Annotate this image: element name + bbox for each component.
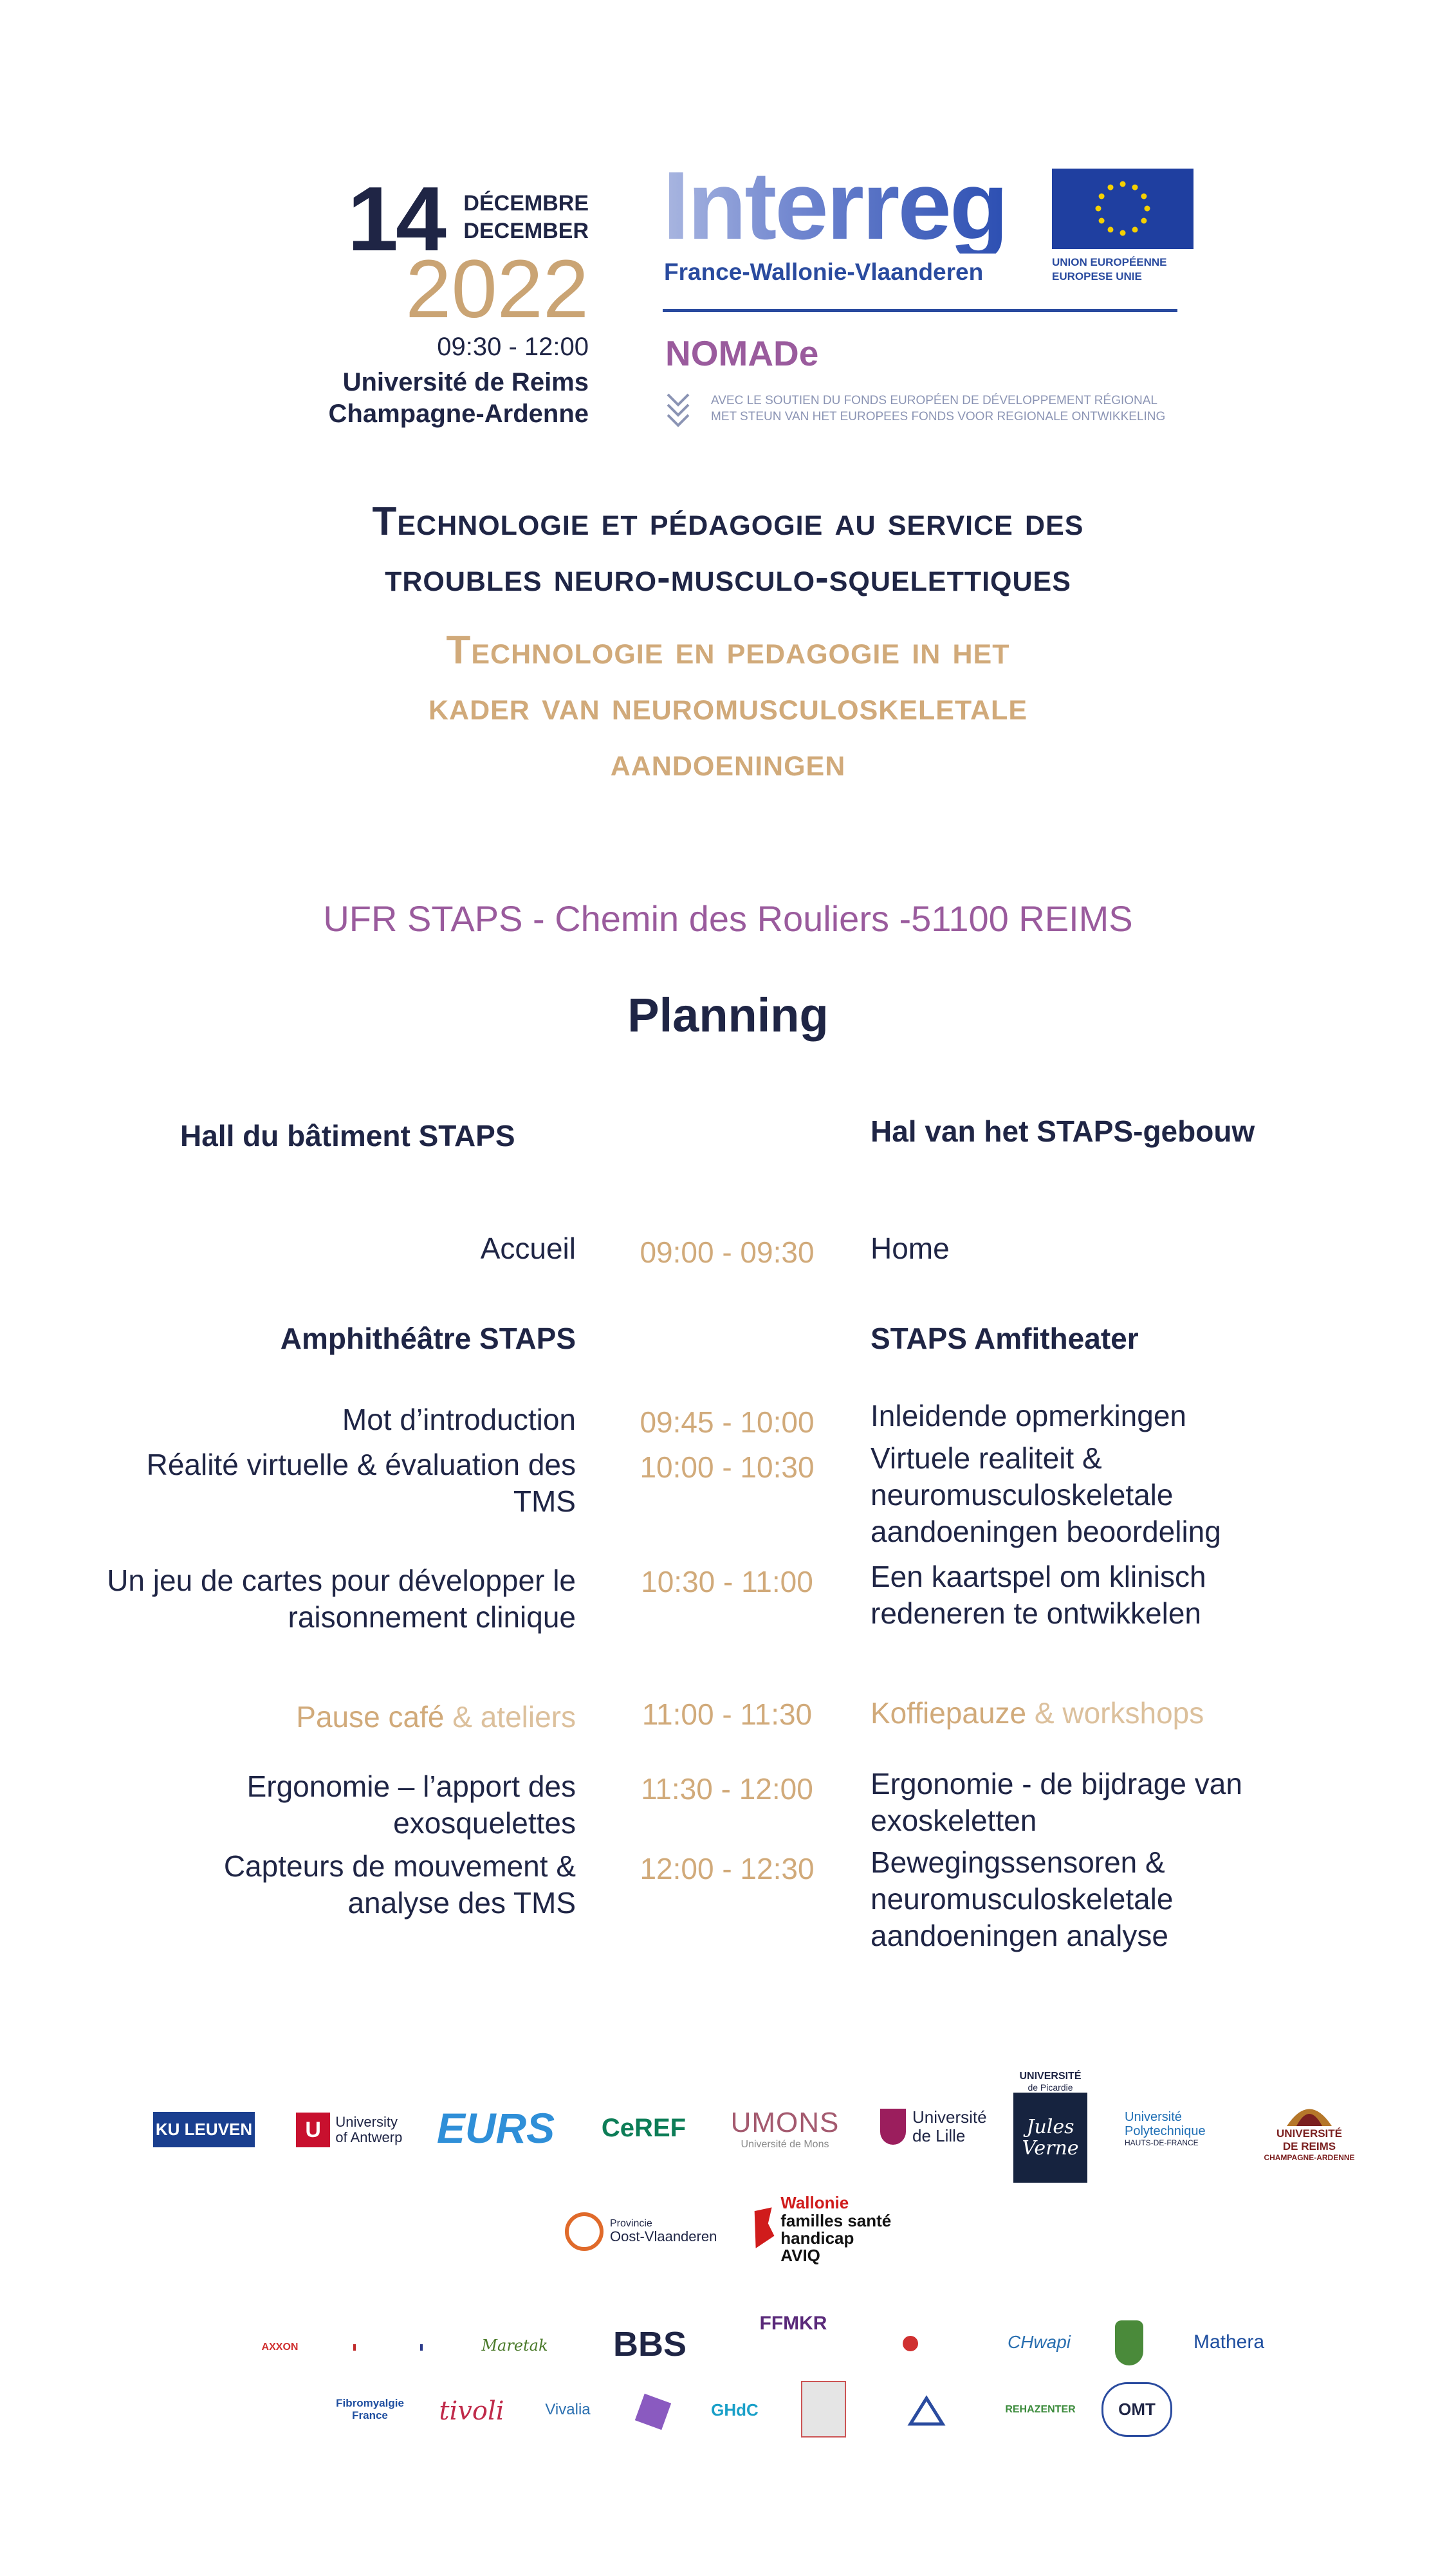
sponsor-2-mark-icon (353, 2344, 423, 2351)
mathera-logo: Mathera (1193, 2331, 1265, 2353)
venue-1-nl: Hal van het STAPS-gebouw (871, 1115, 1255, 1148)
tivoli-logo: tivoli (439, 2396, 504, 2426)
schedule-nl-sensors: Bewegingssensoren & neuromusculoskeletale aandoeningen analyse (871, 1846, 1174, 1953)
schedule-fr-sensors: Capteurs de mouvement & analyse des TMS (223, 1849, 576, 1920)
sponsor-logo-2 (351, 2333, 425, 2362)
umons-wordmark: UMONS (730, 2107, 840, 2138)
title-fr-line-2: troubles neuro-musculo-squelettiques (385, 555, 1071, 600)
venue-1-fr: Hall du bâtiment STAPS (180, 1119, 515, 1152)
eu-star-icon (1145, 206, 1150, 212)
event-month-en: DECEMBER (463, 219, 589, 243)
sponsor-logo-jolimont (885, 2389, 968, 2434)
university-line-2: Champagne-Ardenne (328, 399, 589, 428)
urca-line-2: DE REIMS (1282, 2140, 1336, 2152)
event-day: 14 (347, 168, 444, 270)
wallonie-rooster-icon (750, 2204, 777, 2255)
schedule-time-intro: 09:45 - 10:00 (640, 1405, 815, 1439)
schedule-nl-vr: Virtuele realiteit & neuromusculoskeletale aandoeningen beoordeling (871, 1441, 1221, 1549)
schedule-nl-cards: Een kaartspel om klinisch redeneren te ontwikkelen (871, 1560, 1206, 1631)
interreg-region: France-Wallonie-Vlaanderen (664, 259, 984, 285)
event-year: 2022 (405, 243, 589, 335)
eu-label-nl: EUROPESE UNIE (1052, 270, 1142, 282)
sponsor-logo-cup (798, 2377, 849, 2441)
uphf-logo (1125, 2103, 1234, 2154)
title-nl-line-2: kader van neuromusculoskeletale (428, 684, 1028, 728)
schedule-nl-accueil: Home (871, 1232, 950, 1265)
schedule-fr-break (39, 1699, 576, 1735)
ceref-logo: CeREF (601, 2113, 687, 2142)
antwerp-name: University of Antwerp (335, 2113, 403, 2145)
schedule-time-vr: 10:00 - 10:30 (640, 1450, 815, 1484)
sponsor-6-mark-icon (903, 2336, 918, 2351)
planning-heading: Planning (627, 988, 829, 1042)
sponsor-logo-6 (875, 2331, 946, 2356)
lille-name: Université de Lille (912, 2107, 987, 2145)
eu-star-icon (1141, 194, 1147, 199)
aviq-line-1: Wallonie (780, 2193, 849, 2213)
chwapi-logo: CHwapi (1007, 2332, 1071, 2352)
workshop-label-fr: & ateliers (444, 1700, 576, 1734)
oost-vlaanderen-logo (565, 2204, 723, 2259)
erdf-support-fr: AVEC LE SOUTIEN DU FONDS EUROPÉEN DE DÉVELOPPEMENT RÉGIONAL (711, 394, 1158, 407)
maretak-logo: Maretak (481, 2336, 548, 2355)
urca-logo (1255, 2084, 1364, 2174)
rehazenter-logo: REHAZENTER (1005, 2404, 1076, 2415)
upjv-logo (1013, 2062, 1087, 2191)
aviq-line-2: familles santé handicap (780, 2210, 892, 2248)
axxon-logo: AXXON (261, 2342, 299, 2353)
ov-line-2: Oost-Vlaanderen (610, 2228, 717, 2245)
antwerp-logo (296, 2107, 412, 2152)
ffmkr-logo: FFMKR (759, 2313, 827, 2334)
schedule-nl-ergo: Ergonomie - de bijdrage van exoskeletten (871, 1767, 1242, 1838)
interreg-wordmark: Interreg (663, 151, 1007, 259)
event-time: 09:30 - 12:00 (437, 333, 589, 361)
break-label-fr: Pause café (296, 1700, 445, 1734)
event-university (302, 367, 589, 430)
ispp-mark-icon (634, 2394, 670, 2430)
schedule-fr-cards: Un jeu de cartes pour développer le raisonnement clinique (107, 1564, 576, 1634)
eu-star-icon (1108, 227, 1114, 232)
fibromyalgie-logo: Fibromyalgie France (336, 2397, 404, 2421)
event-date-block (302, 168, 589, 434)
uphf-subtitle: HAUTS-DE-FRANCE (1125, 2138, 1199, 2147)
eu-star-icon (1132, 185, 1138, 190)
omt-logo: OMT (1101, 2382, 1172, 2437)
schedule-nl-intro: Inleidende opmerkingen (871, 1399, 1187, 1432)
schedule-fr-ergo: Ergonomie – l’apport des exosquelettes (246, 1770, 576, 1840)
interreg-divider (663, 309, 1177, 312)
break-label-nl: Koffiepauze (871, 1696, 1027, 1730)
sponsor-cup-mark-icon (801, 2381, 846, 2438)
eu-star-icon (1099, 218, 1105, 224)
schedule-time-cards: 10:30 - 11:00 (641, 1565, 813, 1598)
oost-vlaanderen-emblem-icon (565, 2212, 604, 2251)
schedule-time-accueil: 09:00 - 09:30 (640, 1235, 815, 1269)
title-nl-line-3: aandoeningen (610, 740, 846, 784)
jolimont-mark-icon (904, 2395, 949, 2427)
urca-emblem-icon (1280, 2095, 1338, 2127)
university-line-1: Université de Reims (342, 368, 589, 396)
eu-flag-icon (1052, 169, 1193, 249)
schedule-fr-intro: Mot d’introduction (342, 1403, 576, 1436)
eu-star-icon (1120, 230, 1126, 236)
schedule-fr-vr: Réalité virtuelle & évaluation des TMS (146, 1448, 576, 1519)
ghdc-logo: GHdC (711, 2400, 759, 2419)
umons-subtitle: Université de Mons (741, 2139, 829, 2150)
lille-logo (880, 2098, 996, 2156)
eu-star-icon (1120, 181, 1126, 187)
umons-logo (730, 2096, 840, 2161)
title-nl-line-1: Technologie en pedagogie in het (446, 628, 1010, 672)
sponsor-logo-ispp (625, 2386, 680, 2438)
project-name: NOMADe (665, 333, 819, 373)
eu-label-fr: UNION EUROPÉENNE (1052, 256, 1167, 268)
urca-line-3: CHAMPAGNE-ARDENNE (1264, 2153, 1355, 2162)
schedule-time-sensors: 12:00 - 12:30 (640, 1852, 815, 1885)
title-fr-line-1: Technologie et pédagogie au service des (372, 499, 1084, 544)
sponsor-logo-8 (1107, 2314, 1152, 2372)
eu-star-icon (1108, 185, 1114, 190)
schedule-fr-accueil: Accueil (480, 1232, 576, 1265)
lille-emblem-icon (880, 2109, 906, 2145)
upjv-top: UNIVERSITÉ (1019, 2071, 1082, 2082)
eu-star-icon (1132, 227, 1138, 232)
eu-star-icon (1141, 218, 1147, 224)
schedule-time-break: 11:00 - 11:30 (641, 1698, 813, 1731)
sponsor-8-shield-icon (1115, 2320, 1143, 2365)
ku-leuven-logo: KU LEUVEN (153, 2112, 255, 2147)
aviq-line-3: AVIQ (780, 2246, 820, 2266)
upjv-mid: de Picardie (1027, 2082, 1073, 2093)
ov-line-1: Provincie (610, 2217, 652, 2229)
venue-2-fr: Amphithéâtre STAPS (280, 1322, 576, 1355)
chevron-down-icon (665, 391, 691, 429)
interreg-logo-block (663, 151, 1177, 439)
bbs-logo: BBS (613, 2325, 687, 2364)
event-month-fr: DÉCEMBRE (463, 191, 589, 216)
event-address: UFR STAPS - Chemin des Rouliers -51100 REIMS (323, 898, 1133, 939)
workshop-label-nl: & workshops (1026, 1696, 1204, 1730)
vivalia-logo: Vivalia (545, 2401, 591, 2418)
erdf-support-nl: MET STEUN VAN HET EUROPEES FONDS VOOR REGIONALE ONTWIKKELING (711, 410, 1166, 423)
upjv-name: Jules Verne (1013, 2093, 1087, 2183)
antwerp-emblem-icon: U (296, 2113, 330, 2147)
aviq-logo (750, 2191, 962, 2268)
schedule-nl-break (871, 1695, 1385, 1732)
venue-2-nl: STAPS Amfitheater (871, 1322, 1139, 1355)
eu-star-icon (1099, 194, 1105, 199)
schedule-time-ergo: 11:30 - 12:00 (641, 1772, 813, 1806)
uphf-name: Université Polytechnique (1125, 2110, 1206, 2138)
urca-line-1: UNIVERSITÉ (1276, 2127, 1343, 2140)
eu-star-icon (1096, 206, 1101, 212)
eurs-logo: EURS (436, 2104, 555, 2152)
